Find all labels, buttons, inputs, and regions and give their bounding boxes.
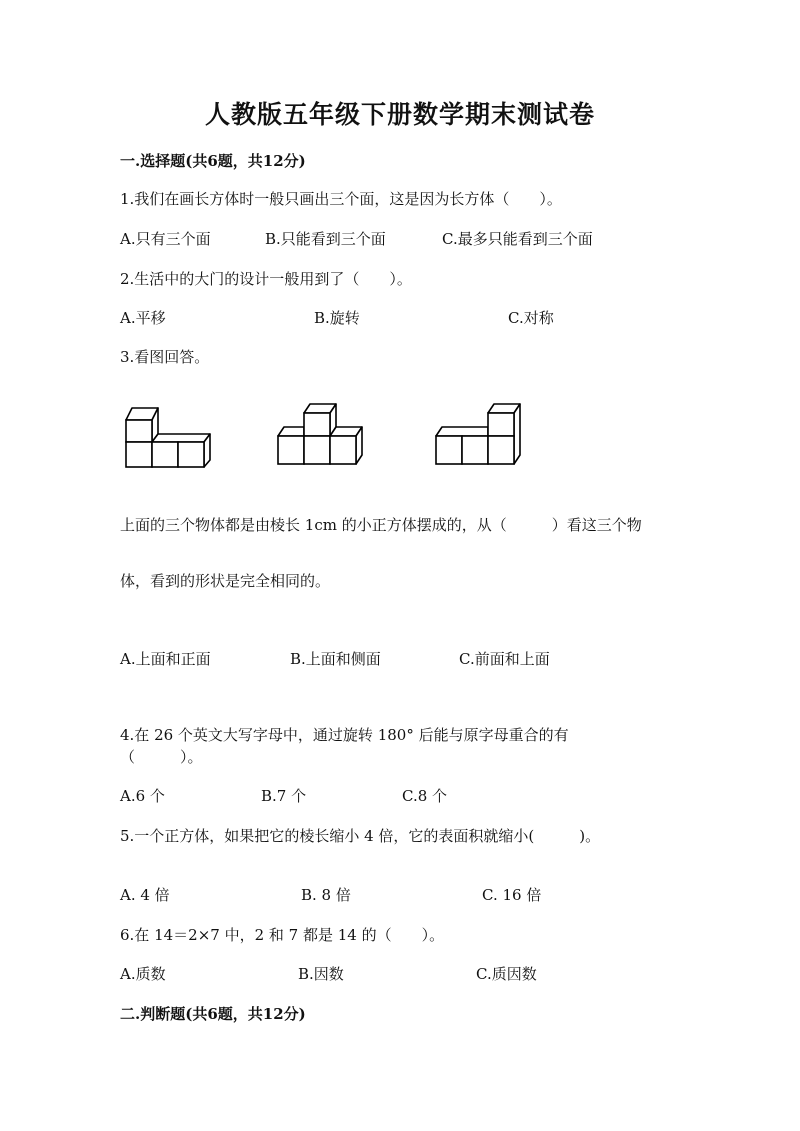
question-5-stem: 5.一个正方体，如果把它的棱长缩小 4 倍，它的表面积就缩小( )。: [120, 827, 601, 845]
question-2-option-b[interactable]: B.旋转: [314, 309, 360, 327]
question-6-stem: 6.在 14＝2×7 中，2 和 7 都是 14 的（ ）。: [120, 926, 445, 944]
question-4-stem-line-1: 4.在 26 个英文大写字母中，通过旋转 180° 后能与原字母重合的有: [120, 726, 569, 744]
question-4-option-a[interactable]: A.6 个: [120, 787, 165, 805]
cube-figure-1: [120, 402, 216, 472]
question-6-option-c[interactable]: C.质因数: [476, 965, 537, 983]
question-4-option-b[interactable]: B.7 个: [261, 787, 307, 805]
question-1-option-c[interactable]: C.最多只能看到三个面: [442, 230, 593, 248]
section-2-heading: 二.判断题(共6题，共12分): [120, 1005, 306, 1023]
question-5-option-a[interactable]: A. 4 倍: [120, 886, 170, 904]
exam-title: 人教版五年级下册数学期末测试卷: [204, 100, 595, 129]
question-3-description-line-1: 上面的三个物体都是由棱长 1cm 的小正方体摆成的，从（ ）看这三个物: [120, 516, 642, 534]
question-3-description-line-2: 体，看到的形状是完全相同的。: [120, 572, 331, 590]
question-3-option-c[interactable]: C.前面和上面: [459, 650, 550, 668]
question-3-option-a[interactable]: A.上面和正面: [120, 650, 211, 668]
question-6-option-a[interactable]: A.质数: [120, 965, 166, 983]
question-1-stem: 1.我们在画长方体时一般只画出三个面，这是因为长方体（ ）。: [120, 190, 562, 208]
cube-figure-2: [272, 398, 368, 470]
question-5-option-c[interactable]: C. 16 倍: [482, 886, 542, 904]
question-3-option-b[interactable]: B.上面和侧面: [290, 650, 381, 668]
question-1-option-a[interactable]: A.只有三个面: [120, 230, 211, 248]
cube-figure-3: [430, 398, 526, 470]
question-1-option-b[interactable]: B.只能看到三个面: [265, 230, 386, 248]
question-2-stem: 2.生活中的大门的设计一般用到了（ ）。: [120, 270, 412, 288]
question-2-option-c[interactable]: C.对称: [508, 309, 554, 327]
question-5-option-b[interactable]: B. 8 倍: [301, 886, 351, 904]
question-2-option-a[interactable]: A.平移: [120, 309, 166, 327]
section-1-heading: 一.选择题(共6题，共12分): [120, 152, 306, 170]
question-4-stem-line-2: （ ）。: [120, 748, 203, 766]
question-4-option-c[interactable]: C.8 个: [402, 787, 448, 805]
question-6-option-b[interactable]: B.因数: [298, 965, 344, 983]
question-3-stem: 3.看图回答。: [120, 348, 210, 366]
